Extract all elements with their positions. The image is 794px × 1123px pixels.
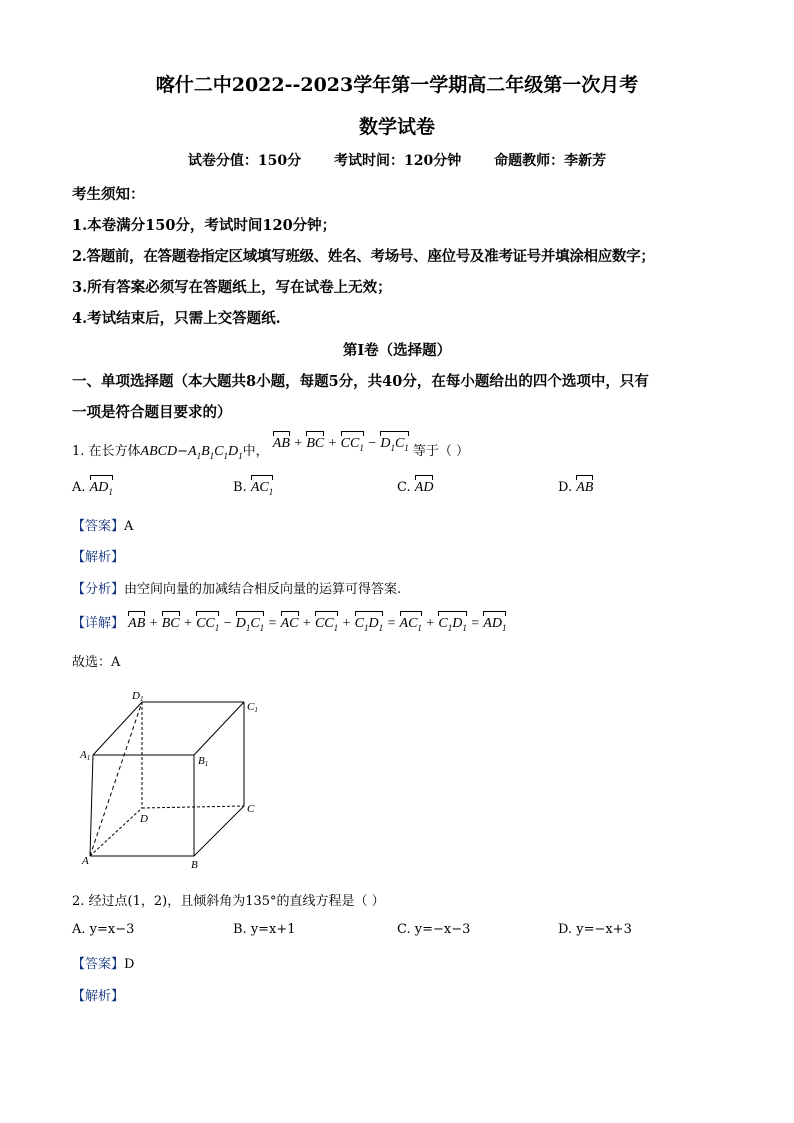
question-2-stem: 2. 经过点(1，2)，且倾斜角为135°的直线方程是（ ） xyxy=(72,894,385,909)
exam-title: 喀什二中2022--2023学年第一学期高二年级第一次月考 xyxy=(155,74,639,96)
label-c: C xyxy=(247,803,255,815)
q2-option-a: A. y=x−3 xyxy=(72,922,135,937)
q1-prefix: 1. 在长方体 xyxy=(72,444,141,459)
section-heading-1: 一、单项选择题（本大题共8小题，每题5分，共40分，在每小题给出的四个选项中，只有 xyxy=(72,373,649,390)
label-b1: B1 xyxy=(198,755,209,768)
label-b: B xyxy=(191,859,198,871)
label-a1: A1 xyxy=(80,749,91,762)
volume-heading: 第Ⅰ卷（选择题） xyxy=(342,342,452,359)
q1-answer: 【答案】A xyxy=(72,519,134,534)
q1-mid: 中， xyxy=(242,444,269,459)
q2-option-b: B. y=x+1 xyxy=(233,922,296,937)
exam-subtitle: 数学试卷 xyxy=(358,116,435,138)
label-c1: C1 xyxy=(247,701,258,714)
q2-answer: 【答案】D xyxy=(72,957,135,972)
author-info: 命题教师：李新芳 xyxy=(494,153,607,169)
notice-item-4: 4.考试结束后，只需上交答题纸. xyxy=(72,310,281,327)
label-a: A xyxy=(82,855,89,867)
exam-meta xyxy=(0,150,794,170)
q2-analysis-tag: 【解析】 xyxy=(72,989,125,1004)
q1-detail: 【详解】 AB + BC + $CC_1 - D_1C_1$ = AC + $CC_1 + C_1D_1 = AC_1 + C_1D_1 = AD_1$ xyxy=(72,610,506,633)
score-info: 试卷分值：150分 xyxy=(187,153,302,169)
notice-item-1: 1.本卷满分150分，考试时间120分钟； xyxy=(72,217,337,234)
label-d1: D1 xyxy=(132,690,144,703)
q2-option-c: C. y=−x−3 xyxy=(397,922,471,937)
notice-item-3: 3.所有答案必须写在答题纸上，写在试卷上无效； xyxy=(72,279,392,296)
cuboid-figure xyxy=(78,686,268,872)
section-heading-2: 一项是符合题目要求的） xyxy=(72,404,232,421)
q1-option-d: D. AB xyxy=(558,474,593,496)
q1-suffix: 等于（ ） xyxy=(412,444,470,459)
q1-conclusion: 故选：A xyxy=(72,655,121,670)
notice-heading: 考生须知： xyxy=(72,186,145,203)
notice-item-2: 2.答题前，在答题卷指定区域填写班级、姓名、考场号、座位号及准考证号并填涂相应数字； xyxy=(72,248,655,265)
q1-option-b: B. $AC_1$ xyxy=(233,474,273,497)
time-info: 考试时间：120分钟 xyxy=(334,153,462,169)
question-1-stem: 1. 在长方体$ABCD-A_1B_1C_1D_1$中， AB + BC + $CC_1 - D_1C_1$ 等于（ ） xyxy=(72,438,469,461)
q1-fenxi: 【分析】由空间向量的加减结合相反向量的运算可得答案. xyxy=(72,582,402,597)
q1-analysis-tag: 【解析】 xyxy=(72,550,125,565)
q1-option-c: C. AD xyxy=(397,474,433,496)
q2-option-d: D. y=−x+3 xyxy=(558,922,632,937)
label-d: D xyxy=(140,813,148,825)
q1-option-a: A. $AD_1$ xyxy=(72,474,113,497)
